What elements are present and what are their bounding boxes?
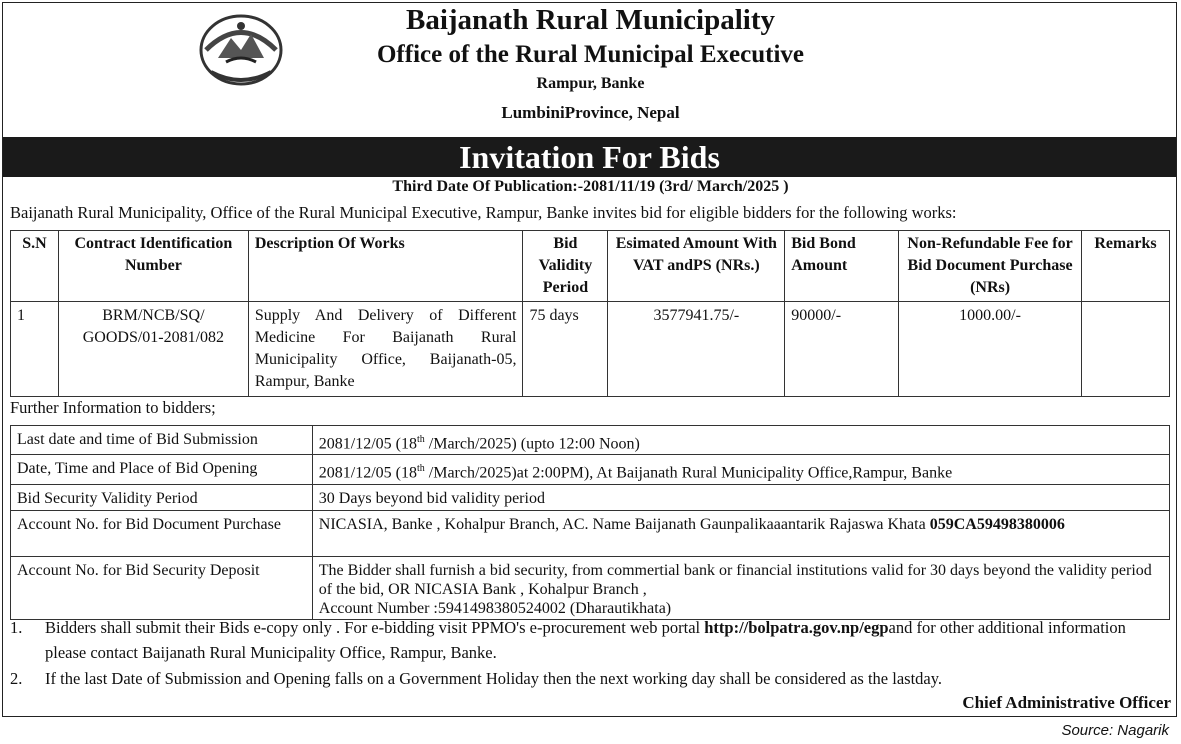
office-location: Rampur, Banke (536, 75, 645, 92)
office-name: Office of the Rural Municipal Executive (376, 41, 804, 68)
table-row (11, 426, 1170, 455)
notice-banner: Invitation For Bids (3, 137, 1176, 177)
account-number: 059CA59498380006 (929, 515, 1065, 533)
cell-description: Supply And Delivery of Different Medicine For Baijanath Rural Municipality Office, Baijanath-05, Rampur, Banke (248, 302, 523, 397)
info-label: Account No. for Bid Document Purchase (11, 510, 313, 556)
info-label: Last date and time of Bid Submission (11, 426, 313, 455)
info-value: NICASIA, Banke , Kohalpur Branch, AC. Name Baijanath Gaunpalikaaantarik Rajaswa Khata 059CA59498380006 (312, 510, 1169, 556)
info-label: Account No. for Bid Security Deposit (11, 556, 313, 619)
municipality-name: Baijanath Rural Municipality (406, 4, 775, 36)
publication-date: Third Date Of Publication:-2081/11/19 (3rd/ March/2025 ) (392, 178, 789, 195)
cell-bid-bond: 90000/- (785, 302, 899, 397)
list-item: 2. If the last Date of Submission and Opening falls on a Government Holiday then the next working day shall be considered as the lastday. (10, 669, 943, 688)
col-header: Description Of Works (248, 231, 523, 302)
table-row (11, 484, 1170, 510)
cell-validity: 75 days (523, 302, 608, 397)
works-header-row (11, 231, 1170, 302)
cell-fee: 1000.00/- (899, 302, 1082, 397)
portal-link[interactable]: http://bolpatra.gov.np/egp (704, 618, 889, 637)
source-credit: Source: Nagarik (1061, 722, 1169, 739)
info-label: Date, Time and Place of Bid Opening (11, 455, 313, 484)
col-header: S.N (11, 231, 59, 302)
bid-info-table (10, 425, 1170, 620)
info-value: 2081/12/05 (18th /March/2025) (upto 12:00 Noon) (312, 426, 1169, 455)
list-item: 1. Bidders shall submit their Bids e-copy only . For e-bidding visit PPMO's e-procurement web portal http://bolpatra.gov.np/egpand for other additional information please contact Baijanath Rural Municipality Office, Rampur, Banke. (10, 618, 1126, 662)
cell-sn: 1 (11, 302, 59, 397)
works-table (10, 230, 1170, 397)
col-header: Non-Refundable Fee for Bid Document Purchase (NRs) (899, 231, 1082, 302)
col-header: Bid Bond Amount (785, 231, 899, 302)
cell-remarks (1081, 302, 1169, 397)
office-province: LumbiniProvince, Nepal (501, 103, 680, 122)
cell-contract-id: BRM/NCB/SQ/ GOODS/01-2081/082 (58, 302, 248, 397)
col-header: Remarks (1081, 231, 1169, 302)
table-row (11, 302, 1170, 397)
table-row (11, 510, 1170, 556)
cell-amount: 3577941.75/- (608, 302, 785, 397)
info-value: The Bidder shall furnish a bid security, from commertial bank or financial institutions valid for 30 days beyond the validity period of the bid, OR NICASIA Bank , Kohalpur Branch , Account Number :5941498380524002 (Dharautikhata) (312, 556, 1169, 619)
signature-title: Chief Administrative Officer (962, 693, 1171, 712)
table-row (11, 556, 1170, 619)
col-header: Contract Identification Number (58, 231, 248, 302)
info-value: 30 Days beyond bid validity period (312, 484, 1169, 510)
col-header: Bid Validity Period (523, 231, 608, 302)
table-row (11, 455, 1170, 484)
intro-text: Baijanath Rural Municipality, Office of the Rural Municipal Executive, Rampur, Banke invites bid for eligible bidders for the following works: (10, 203, 957, 222)
info-label: Bid Security Validity Period (11, 484, 313, 510)
col-header: Esimated Amount With VAT andPS (NRs.) (608, 231, 785, 302)
notes-list (0, 615, 1181, 691)
further-info-label: Further Information to bidders; (10, 398, 216, 417)
info-value: 2081/12/05 (18th /March/2025)at 2:00PM), At Baijanath Rural Municipality Office,Rampur, Banke (312, 455, 1169, 484)
